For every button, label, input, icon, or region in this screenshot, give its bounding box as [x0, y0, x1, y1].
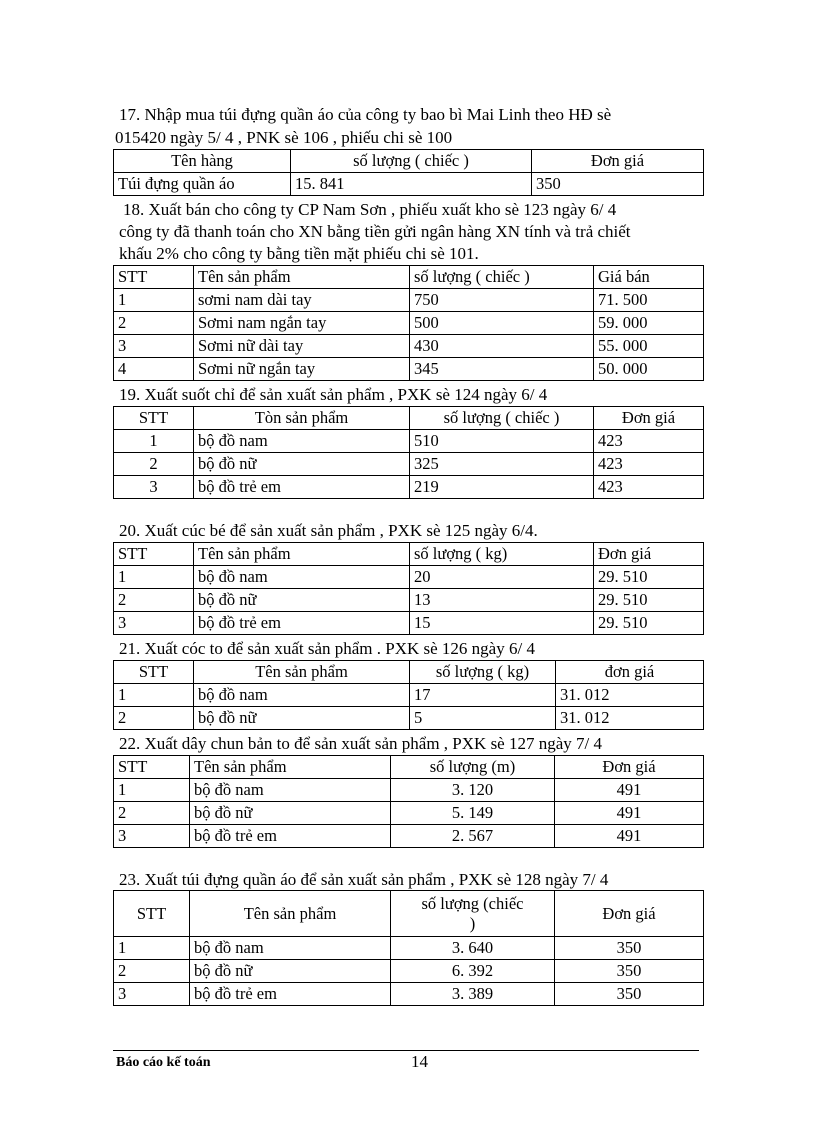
table-row: [114, 430, 704, 453]
table-row: [114, 335, 704, 358]
cell: 2. 567: [391, 825, 555, 848]
footer-divider: [113, 1050, 699, 1051]
cell: 4: [114, 358, 194, 381]
table-header-row: [114, 543, 704, 566]
cell: 3: [114, 983, 190, 1006]
table-row: [114, 289, 704, 312]
cell: 17: [410, 684, 556, 707]
table-header-row: [114, 661, 704, 684]
cell: 1: [114, 430, 194, 453]
cell: 15: [410, 612, 594, 635]
cell: sơmi nam dài tay: [194, 289, 410, 312]
cell: Sơmi nam ngắn tay: [194, 312, 410, 335]
table-row: [114, 802, 704, 825]
cell: bộ đồ trẻ em: [194, 476, 410, 499]
sec22-title: 22. Xuất dây chun bản to để sản xuất sản phẩm , PXK sè 127 ngày 7/ 4: [119, 734, 602, 753]
header-cell: số lượng ( chiếc ): [291, 150, 532, 173]
cell: Sơmi nữ ngắn tay: [194, 358, 410, 381]
header-cell: số lượng ( kg): [410, 543, 594, 566]
header-qty-line1: số lượng (chiếc: [421, 893, 524, 913]
cell: 750: [410, 289, 594, 312]
page-number: 14: [411, 1052, 428, 1071]
cell: bộ đồ trẻ em: [190, 825, 391, 848]
cell: bộ đồ nữ: [194, 707, 410, 730]
cell: 491: [555, 802, 704, 825]
header-cell: Tòn sản phẩm: [194, 407, 410, 430]
header-cell: số lượng ( kg): [410, 661, 556, 684]
cell: 3. 640: [391, 937, 555, 960]
cell: 3. 389: [391, 983, 555, 1006]
cell: 1: [114, 566, 194, 589]
table-header-row: [114, 150, 704, 173]
cell: 2: [114, 589, 194, 612]
table-row: [114, 779, 704, 802]
cell: 5. 149: [391, 802, 555, 825]
sec20-table: [113, 542, 704, 635]
cell: bộ đồ nam: [194, 430, 410, 453]
table-row: [114, 612, 704, 635]
table-row: [114, 983, 704, 1006]
cell: 6. 392: [391, 960, 555, 983]
table-header-row: [114, 407, 704, 430]
cell: 1: [114, 779, 190, 802]
header-cell: Tên sản phẩm: [194, 661, 410, 684]
cell: 2: [114, 960, 190, 983]
cell: 423: [594, 476, 704, 499]
header-cell: số lượng (m): [391, 756, 555, 779]
table-header-row: [114, 756, 704, 779]
cell: bộ đồ nữ: [194, 453, 410, 476]
cell: 29. 510: [594, 589, 704, 612]
cell: 423: [594, 453, 704, 476]
cell: bộ đồ nam: [194, 566, 410, 589]
cell: 15. 841: [291, 173, 532, 196]
header-cell: đơn giá: [556, 661, 704, 684]
header-cell: Tên hàng: [114, 150, 291, 173]
header-cell: số lượng ( chiếc ): [410, 407, 594, 430]
header-cell: số lượng ( chiếc ): [410, 266, 594, 289]
cell: Túi đựng quần áo: [114, 173, 291, 196]
sec17-table: [113, 149, 704, 196]
cell: bộ đồ nữ: [194, 589, 410, 612]
sec20-title: 20. Xuất cúc bé để sản xuất sản phẩm , PXK sè 125 ngày 6/4.: [119, 521, 538, 540]
cell: 13: [410, 589, 594, 612]
cell: 3: [114, 825, 190, 848]
header-cell: STT: [114, 756, 190, 779]
cell: 29. 510: [594, 612, 704, 635]
cell: 5: [410, 707, 556, 730]
header-cell: Đơn giá: [532, 150, 704, 173]
header-cell-qty: [391, 891, 555, 937]
table-row: [114, 566, 704, 589]
cell: 2: [114, 707, 194, 730]
table-header-row: [114, 891, 704, 937]
cell: 430: [410, 335, 594, 358]
header-cell: STT: [114, 266, 194, 289]
header-cell: STT: [114, 891, 190, 937]
cell: 350: [532, 173, 704, 196]
cell: 2: [114, 312, 194, 335]
cell: 50. 000: [594, 358, 704, 381]
cell: 423: [594, 430, 704, 453]
header-cell: STT: [114, 661, 194, 684]
sec18-title-line1: 18. Xuất bán cho công ty CP Nam Sơn , phiếu xuất kho sè 123 ngày 6/ 4: [123, 200, 617, 219]
table-header-row: [114, 266, 704, 289]
table-row: [114, 960, 704, 983]
cell: 325: [410, 453, 594, 476]
cell: 3: [114, 335, 194, 358]
cell: 350: [555, 983, 704, 1006]
cell: bộ đồ nam: [190, 779, 391, 802]
footer-report-title: Báo cáo kế toán: [116, 1055, 211, 1070]
cell: 59. 000: [594, 312, 704, 335]
table-row: [114, 312, 704, 335]
sec23-title: 23. Xuất túi đựng quần áo để sản xuất sản phẩm , PXK sè 128 ngày 7/ 4: [119, 870, 609, 889]
sec17-title-line1: 17. Nhập mua túi đựng quần áo của công ty bao bì Mai Linh theo HĐ sè: [119, 105, 612, 124]
cell: bộ đồ nam: [194, 684, 410, 707]
cell: bộ đồ trẻ em: [194, 612, 410, 635]
table-row: [114, 173, 704, 196]
cell: 345: [410, 358, 594, 381]
header-qty-line2: ): [469, 913, 476, 933]
sec17-title-line2: 015420 ngày 5/ 4 , PNK sè 106 , phiếu chi sè 100: [115, 128, 453, 147]
cell: 71. 500: [594, 289, 704, 312]
cell: 1: [114, 937, 190, 960]
header-cell: Tên sản phẩm: [194, 543, 410, 566]
cell: 491: [555, 779, 704, 802]
sec19-title: 19. Xuất suốt chỉ để sản xuất sản phẩm , PXK sè 124 ngày 6/ 4: [119, 385, 548, 404]
cell: bộ đồ nữ: [190, 960, 391, 983]
table-row: [114, 476, 704, 499]
sec18-title-line3: khấu 2% cho công ty bằng tiền mặt phiếu chi sè 101.: [119, 244, 479, 263]
cell: bộ đồ nữ: [190, 802, 391, 825]
cell: bộ đồ nam: [190, 937, 391, 960]
header-cell: Giá bán: [594, 266, 704, 289]
cell: bộ đồ trẻ em: [190, 983, 391, 1006]
cell: 31. 012: [556, 684, 704, 707]
header-cell: Đơn giá: [594, 543, 704, 566]
table-row: [114, 937, 704, 960]
table-row: [114, 707, 704, 730]
header-cell: Tên sản phẩm: [190, 891, 391, 937]
cell: Sơmi nữ dài tay: [194, 335, 410, 358]
cell: 350: [555, 937, 704, 960]
cell: 491: [555, 825, 704, 848]
cell: 31. 012: [556, 707, 704, 730]
cell: 2: [114, 453, 194, 476]
header-cell: Đơn giá: [555, 756, 704, 779]
sec23-table: [113, 890, 704, 1006]
header-cell: STT: [114, 543, 194, 566]
cell: 1: [114, 684, 194, 707]
sec22-table: [113, 755, 704, 848]
cell: 3. 120: [391, 779, 555, 802]
cell: 3: [114, 476, 194, 499]
sec18-title-line2: công ty đã thanh toán cho XN bằng tiền gửi ngân hàng XN tính và trả chiết: [119, 222, 631, 241]
cell: 29. 510: [594, 566, 704, 589]
cell: 3: [114, 612, 194, 635]
cell: 350: [555, 960, 704, 983]
sec21-title: 21. Xuất cóc to để sản xuất sản phẩm . PXK sè 126 ngày 6/ 4: [119, 639, 535, 658]
table-row: [114, 589, 704, 612]
cell: 500: [410, 312, 594, 335]
sec18-table: [113, 265, 704, 381]
header-cell: Tên sản phẩm: [190, 756, 391, 779]
cell: 510: [410, 430, 594, 453]
table-row: [114, 453, 704, 476]
sec19-table: [113, 406, 704, 499]
table-row: [114, 825, 704, 848]
table-row: [114, 358, 704, 381]
cell: 55. 000: [594, 335, 704, 358]
cell: 2: [114, 802, 190, 825]
table-row: [114, 684, 704, 707]
cell: 1: [114, 289, 194, 312]
header-cell: Đơn giá: [594, 407, 704, 430]
cell: 219: [410, 476, 594, 499]
header-cell: Tên sản phẩm: [194, 266, 410, 289]
sec21-table: [113, 660, 704, 730]
header-cell: STT: [114, 407, 194, 430]
header-cell: Đơn giá: [555, 891, 704, 937]
cell: 20: [410, 566, 594, 589]
